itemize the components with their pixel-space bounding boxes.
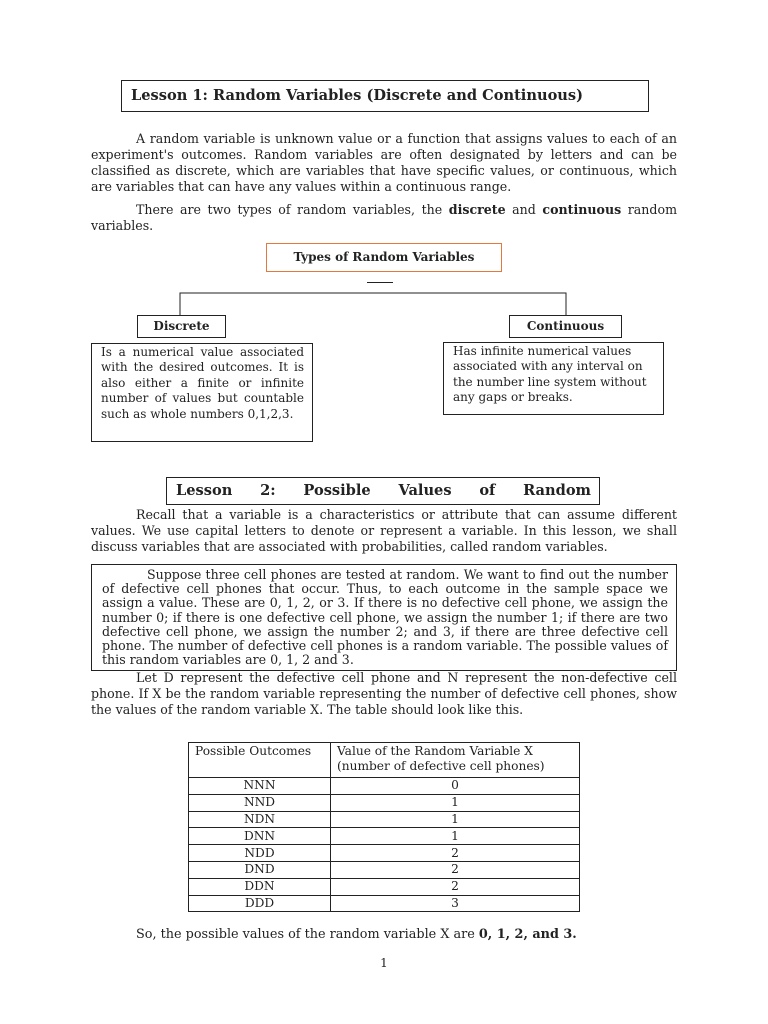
connector-line: [180, 293, 566, 316]
header-possible-outcomes: [189, 743, 331, 778]
table-row: [189, 861, 580, 878]
p2-before: There are two types of random variables, the: [136, 202, 449, 217]
discrete-label-box: [137, 315, 226, 338]
p2-discrete: discrete: [448, 202, 506, 217]
value-cell: 1: [331, 794, 580, 811]
discrete-description-box: [91, 343, 313, 442]
p2-continuous: continuous: [542, 202, 622, 217]
table-row: [189, 895, 580, 912]
outcome-cell: DDN: [189, 878, 331, 895]
lesson2-title: [166, 477, 600, 505]
table-row: [189, 845, 580, 862]
conclusion-values: 0, 1, 2, and 3.: [478, 927, 577, 942]
table-row: [189, 811, 580, 828]
conclusion-text: So, the possible values of the random variable X are: [136, 927, 479, 942]
outcome-cell: NDD: [189, 845, 331, 862]
lesson2-paragraph-2: Let D represent the defective cell phone and N represent the non-defective cell phone. If X be the random variable representing the number of defective cell phones, show the values of the random variable X. The table should look like this.: [91, 670, 677, 717]
header-value-x: [331, 743, 580, 778]
header-right-line2: (number of defective cell phones): [337, 759, 545, 773]
discrete-description: Is a numerical value associated with the desired outcomes. It is also either a finite or infinite number of values but countable such as whole numbers 0,1,2,3.: [101, 345, 304, 421]
continuous-label-box: [509, 315, 622, 338]
lesson1-paragraph-1: A random variable is unknown value or a function that assigns values to each of an experiment's outcomes. Random variables are often designated by letters and can be classified as discrete, which are variables that have specific values, or continuous, which are variables that can have any values within a continuous range.: [91, 131, 677, 194]
value-cell: 2: [331, 878, 580, 895]
random-variable-table: [188, 742, 580, 912]
outcome-cell: DND: [189, 861, 331, 878]
outcome-cell: NND: [189, 794, 331, 811]
lesson2-title-text: Lesson 2: Possible Values of Random: [176, 482, 591, 499]
continuous-label: Continuous: [526, 319, 605, 333]
lesson2-paragraph-1: Recall that a variable is a characteristics or attribute that can assume different values. We use capital letters to denote or represent a variable. In this lesson, we shall discuss variables that are associated with probabilities, called random variables.: [91, 507, 677, 554]
outcome-cell: NNN: [189, 778, 331, 795]
example-box: [91, 564, 677, 671]
table-row: [189, 828, 580, 845]
p2-and: and: [505, 202, 543, 217]
table-row: [189, 794, 580, 811]
header-left-text: Possible Outcomes: [195, 744, 312, 758]
table-header-row: [189, 743, 580, 778]
diagram-connectors: [0, 0, 768, 330]
table-row: [189, 878, 580, 895]
discrete-label: Discrete: [153, 319, 210, 333]
header-right-line1: Value of the Random Variable X: [337, 744, 533, 758]
conclusion-sentence: [136, 927, 696, 943]
value-cell: 0: [331, 778, 580, 795]
continuous-description: Has infinite numerical values associated with any interval on the number line system without any gaps or breaks.: [453, 344, 647, 405]
lesson1-title-text: Lesson 1: Random Variables (Discrete and Continuous): [131, 87, 584, 104]
outcome-cell: DDD: [189, 895, 331, 912]
value-cell: 2: [331, 845, 580, 862]
types-diagram-root-label: Types of Random Variables: [293, 250, 475, 264]
p2-after: random variables.: [91, 202, 678, 233]
page-number: 1: [380, 956, 388, 970]
continuous-description-box: [443, 342, 664, 415]
value-cell: 3: [331, 895, 580, 912]
value-cell: 1: [331, 828, 580, 845]
value-cell: 1: [331, 811, 580, 828]
outcome-cell: NDN: [189, 811, 331, 828]
table-row: [189, 778, 580, 795]
example-text: Suppose three cell phones are tested at random. We want to find out the number of defective cell phones that occur. Thus, to each outcome in the sample space we assign a value. These are 0, 1, 2, or 3. If there is no defective cell phone, we assign the number 0; if there is one defective cell phone, we assign the number 1; if there are two defective cell phone, we assign the number 2; and 3, if there are three defective cell phone. The number of defective cell phones is a random variable. The possible values of this random variables are 0, 1, 2 and 3.: [102, 567, 668, 668]
value-cell: 2: [331, 861, 580, 878]
outcome-cell: DNN: [189, 828, 331, 845]
